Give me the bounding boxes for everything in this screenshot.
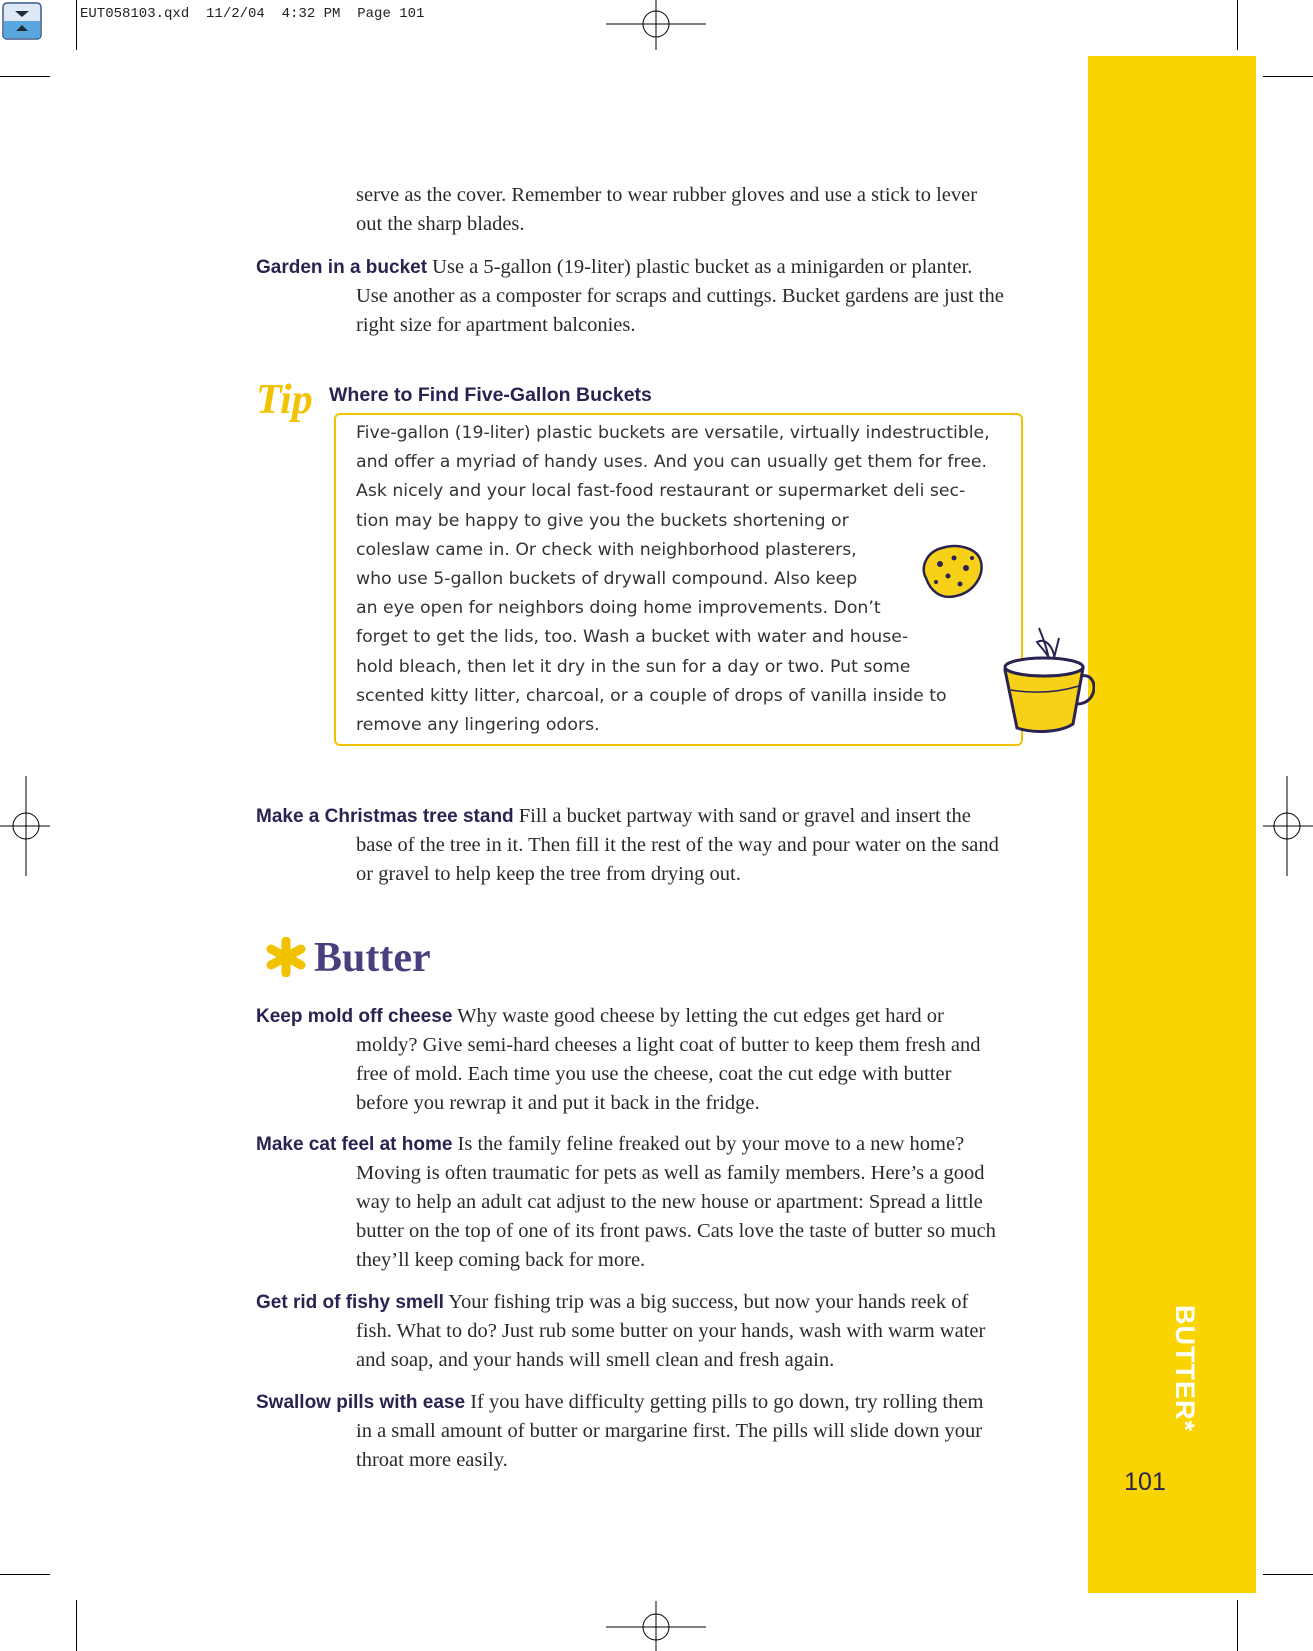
tip-line: forget to get the lids, too. Wash a bucket with water and house- — [356, 627, 909, 648]
text-line: and soap, and your hands will smell clean and fresh again. — [356, 1349, 835, 1371]
crop-mark — [0, 76, 50, 77]
text-line: or gravel to help keep the tree from drying out. — [356, 863, 741, 885]
tip-line: who use 5-gallon buckets of drywall compound. Also keep — [356, 569, 858, 590]
tip-line: remove any lingering odors. — [356, 715, 600, 736]
crop-mark — [1237, 1600, 1238, 1651]
text-line: butter on the top of one of its front paws. Cats love the taste of butter so much — [356, 1220, 996, 1242]
text-line: base of the tree in it. Then fill it the rest of the way and pour water on the sand — [356, 834, 999, 856]
registration-mark-icon — [1263, 776, 1313, 876]
entry-title: Make a Christmas tree stand — [256, 806, 514, 827]
text-line: serve as the cover. Remember to wear rubber gloves and use a stick to lever — [356, 184, 978, 206]
entry-title: Get rid of fishy smell — [256, 1292, 444, 1313]
entry-christmas-tree-stand — [256, 802, 1026, 889]
entry-text: Why waste good cheese by letting the cut edges get hard or — [452, 1005, 944, 1027]
tip-line: coleslaw came in. Or check with neighborhood plasterers, — [356, 539, 857, 560]
crop-mark — [0, 1574, 50, 1575]
text-line: fish. What to do? Just rub some butter on your hands, wash with warm water — [356, 1320, 986, 1342]
entry-get-rid-of-fishy-smell — [256, 1288, 1026, 1375]
text-line: free of mold. Each time you use the cheese, coat the cut edge with butter — [356, 1063, 952, 1085]
entry-text: Fill a bucket partway with sand or gravel and insert the — [513, 805, 971, 827]
entry-title: Keep mold off cheese — [256, 1006, 453, 1027]
bucket-icon — [995, 620, 1095, 735]
entry-title: Swallow pills with ease — [256, 1392, 466, 1413]
text-line: in a small amount of butter or margarine first. The pills will slide down your — [356, 1420, 983, 1442]
tip-line: Ask nicely and your local fast-food restaurant or supermarket deli sec- — [356, 481, 966, 502]
entry-title: Make cat feel at home — [256, 1134, 453, 1155]
text-line: right size for apartment balconies. — [356, 314, 636, 336]
tip-line: an eye open for neighbors doing home improvements. Don’t — [356, 598, 881, 619]
crop-mark — [76, 1600, 77, 1651]
tip-line: Five-gallon (19-liter) plastic buckets are versatile, virtually indestructible, — [356, 423, 990, 443]
entry-title: Garden in a bucket — [256, 257, 428, 278]
text-line: Use another as a composter for scraps and cuttings. Bucket gardens are just the — [356, 285, 1004, 307]
registration-mark-icon — [0, 776, 50, 876]
entry-text: Use a 5-gallon (19-liter) plastic bucket as a minigarden or planter. — [427, 256, 973, 278]
text-line: before you rewrap it and put it back in the fridge. — [356, 1092, 760, 1114]
tip-line: hold bleach, then let it dry in the sun for a day or two. Put some — [356, 656, 911, 677]
entry-swallow-pills-with-ease — [256, 1388, 1026, 1475]
crop-mark — [1263, 1574, 1313, 1575]
text-line: throat more easily. — [356, 1449, 508, 1471]
entry-make-cat-feel-at-home — [256, 1130, 1026, 1275]
text-line: moldy? Give semi-hard cheeses a light coat of butter to keep them fresh and — [356, 1034, 981, 1056]
entry-text: Is the family feline freaked out by your move to a new home? — [452, 1133, 965, 1155]
continuation-paragraph — [256, 181, 1026, 239]
tip-line: scented kitty litter, charcoal, or a couple of drops of vanilla inside to — [356, 685, 947, 706]
tip-word: Tip — [256, 377, 313, 423]
text-line: out the sharp blades. — [356, 213, 525, 235]
entry-keep-mold-off-cheese — [256, 1002, 1026, 1118]
tip-title: Where to Find Five-Gallon Buckets — [329, 384, 652, 406]
tip-line: and offer a myriad of handy uses. And you can usually get them for free. — [356, 452, 987, 473]
entry-text: Your fishing trip was a big success, but now your hands reek of — [443, 1291, 969, 1313]
registration-mark-icon — [606, 0, 706, 50]
crop-mark — [1237, 0, 1238, 50]
page-number: 101 — [1124, 1468, 1166, 1496]
sponge-icon — [918, 540, 986, 602]
sidebar-label: BUTTER* — [1170, 1305, 1200, 1432]
entry-garden-in-a-bucket — [256, 253, 1026, 340]
crop-mark — [1263, 76, 1313, 77]
window-corner-icon — [2, 2, 42, 40]
tip-line: tion may be happy to give you the buckets shortening or — [356, 510, 849, 531]
tip-body — [356, 419, 990, 740]
text-line: Moving is often traumatic for pets as well as family members. Here’s a good — [356, 1162, 985, 1184]
crop-mark — [76, 0, 77, 50]
text-line: way to help an adult cat adjust to the new house or apartment: Spread a little — [356, 1191, 983, 1213]
text-line: they’ll keep coming back for more. — [356, 1249, 646, 1271]
registration-mark-icon — [606, 1601, 706, 1651]
print-slug: EUT058103.qxd 11/2/04 4:32 PM Page 101 — [80, 6, 425, 22]
entry-text: If you have difficulty getting pills to go down, try rolling them — [465, 1391, 984, 1413]
section-title: Butter — [314, 935, 431, 981]
asterisk-icon — [266, 937, 306, 977]
